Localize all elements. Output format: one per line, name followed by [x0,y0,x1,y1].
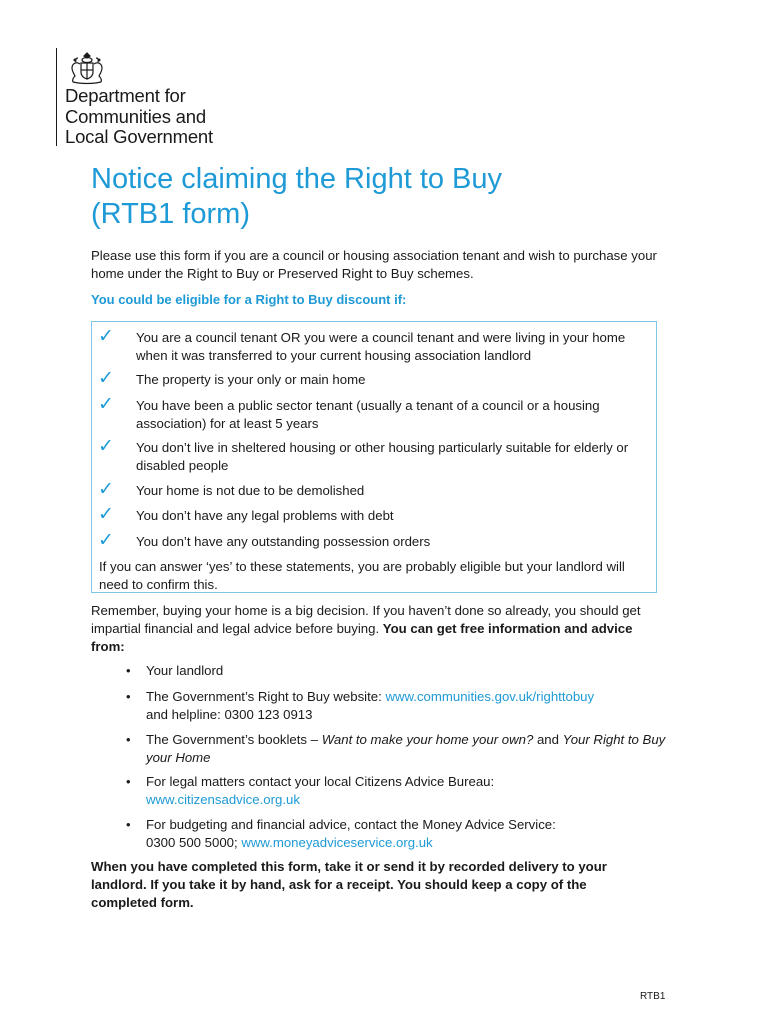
checkmark-icon: ✓ [98,479,114,500]
advice-bold-text: You can get free information and advice from: [91,621,633,654]
eligibility-item-text: The property is your only or main home [136,372,366,387]
bullet-icon: • [126,663,131,678]
advice-paragraph [91,602,651,656]
budget-phone: 0300 500 5000; [146,835,242,850]
department-logo-block [56,48,213,146]
title-line: (RTB1 form) [91,198,250,230]
bullet-icon: • [126,732,131,747]
eligibility-item-text: You don’t have any outstanding possession orders [136,534,431,549]
booklet-title: Want to make your home your own? [321,732,534,747]
closing-instructions: When you have completed this form, take it or send it by recorded delivery to your landlord. If you take it by hand, ask for a receipt. You should keep a copy of the completed form. [91,859,607,910]
eligibility-item-text: You don’t have any legal problems with debt [136,508,394,523]
advice-item-text [146,773,666,809]
checkmark-icon: ✓ [98,530,114,551]
advice-item-text: Your landlord [146,663,224,678]
department-line: Local Government [65,126,213,147]
budget-text: For budgeting and financial advice, contact the Money Advice Service: [146,817,556,832]
eligibility-item-text: You are a council tenant OR you were a council tenant and were living in your home when it was transferred to your current housing association landlord [136,330,626,363]
department-line: Department for [65,85,186,106]
advice-text: Remember, buying your home is a big decision. If you haven’t done so already, you should get impartial financial and legal advice before buying. [91,603,641,636]
bullet-icon: • [126,817,131,832]
advice-item-text [146,816,666,852]
righttobuy-link[interactable]: www.communities.gov.uk/righttobuy [385,689,595,704]
checkmark-icon: ✓ [98,326,114,347]
bullet-icon: • [126,689,131,704]
department-line: Communities and [65,105,206,127]
eligibility-item-text: Your home is not due to be demolished [136,483,365,498]
intro-paragraph: Please use this form if you are a council or housing association tenant and wish to purchase your home under the Right to Buy or Preserved Right to Buy schemes. [91,248,657,281]
page-title [91,162,502,232]
booklets-prefix: The Government’s booklets – [146,732,322,747]
website-prefix: The Government’s Right to Buy website: [146,689,386,704]
checkmark-icon: ✓ [98,394,114,415]
moneyadvice-link[interactable]: www.moneyadviceservice.org.uk [241,835,433,850]
department-name [65,86,213,148]
eligibility-box [91,321,657,593]
form-code: RTB1 [640,991,666,1002]
advice-item-text [146,688,666,724]
checkmark-icon: ✓ [98,368,114,389]
booklet-title: Your Right to Buy your Home [146,732,666,765]
bullet-icon: • [126,774,131,789]
booklets-and: and [533,732,563,747]
checkmark-icon: ✓ [98,436,114,457]
eligibility-item-text: You have been a public sector tenant (usually a tenant of a council or a housing association) for at least 5 years [136,398,600,431]
legal-text: For legal matters contact your local Citizens Advice Bureau: [146,774,495,789]
eligibility-footer: If you can answer ‘yes’ to these statements, you are probably eligible but your landlord will need to confirm this. [99,559,625,592]
helpline-text: and helpline: 0300 123 0913 [146,707,313,722]
citizensadvice-link[interactable]: www.citizensadvice.org.uk [146,792,300,807]
checkmark-icon: ✓ [98,504,114,525]
advice-item-text [146,731,666,767]
title-line: Notice claiming the Right to Buy [91,163,503,195]
royal-coat-of-arms-icon [67,50,107,86]
eligibility-heading: You could be eligible for a Right to Buy discount if: [91,292,407,307]
eligibility-item-text: You don’t live in sheltered housing or other housing particularly suitable for elderly or disabled people [136,440,629,473]
